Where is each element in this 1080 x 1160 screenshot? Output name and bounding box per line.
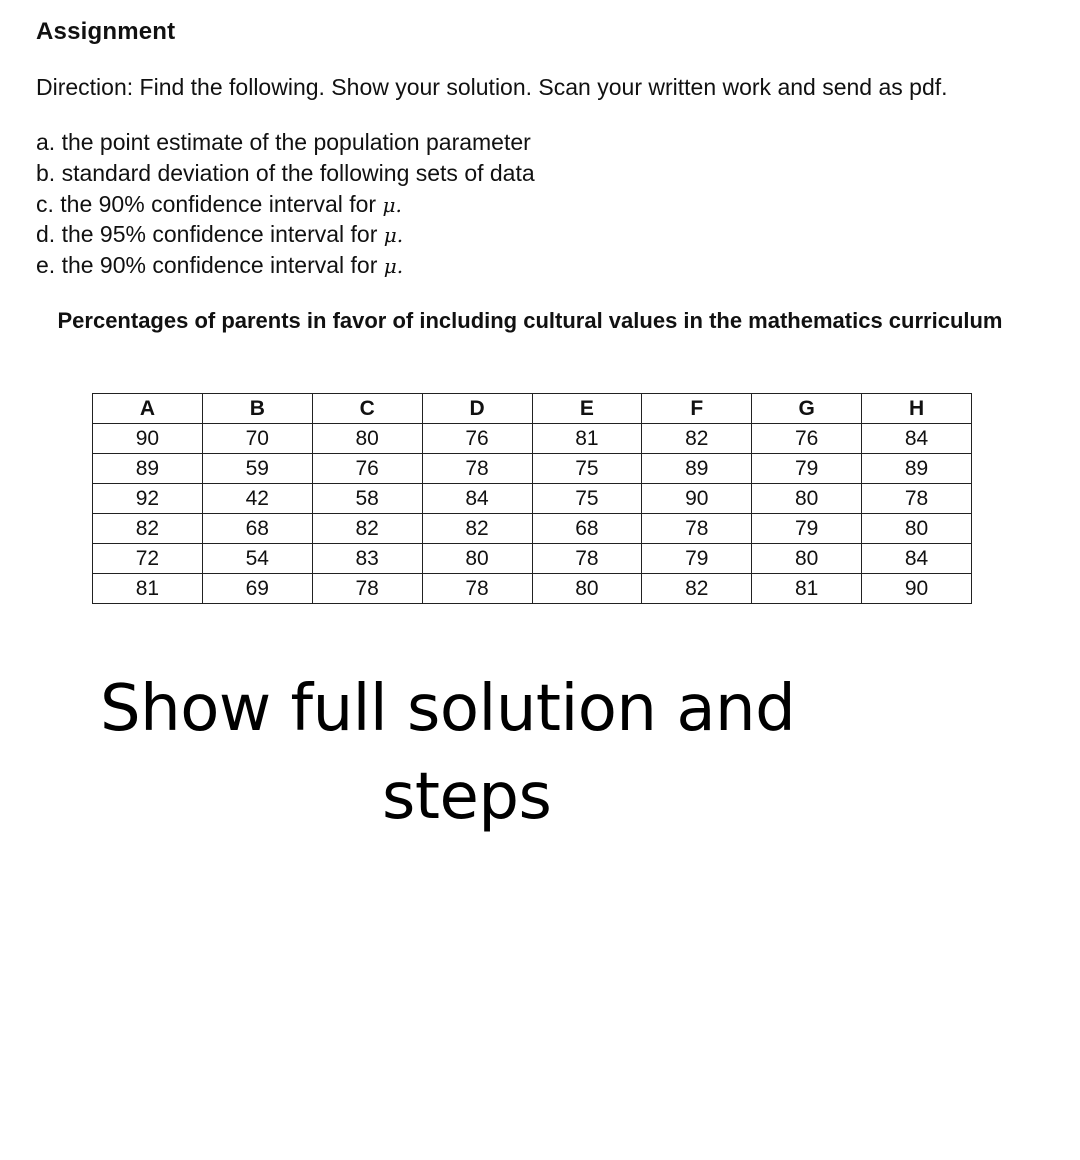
note-line-1: Show full solution and: [100, 672, 796, 746]
table-cell: 82: [642, 424, 752, 454]
table-cell: 81: [532, 424, 642, 454]
header-row: [93, 394, 972, 424]
column-header: G: [752, 394, 862, 424]
task-item: [36, 190, 535, 221]
table-cell: 89: [642, 454, 752, 484]
column-header: A: [93, 394, 203, 424]
table-cell: 83: [312, 544, 422, 574]
table-cell: 84: [862, 424, 972, 454]
table-cell: 75: [532, 484, 642, 514]
column-header: B: [202, 394, 312, 424]
table-cell: 68: [532, 514, 642, 544]
table-row: [93, 574, 972, 604]
task-text: e. the 90% confidence interval for: [36, 252, 384, 279]
table-cell: 90: [862, 574, 972, 604]
task-symbol: μ.: [383, 254, 404, 279]
table-cell: 89: [93, 454, 203, 484]
table-row: [93, 514, 972, 544]
table-cell: 80: [422, 544, 532, 574]
task-item: [36, 128, 535, 159]
column-header: F: [642, 394, 752, 424]
table-cell: 70: [202, 424, 312, 454]
column-header: C: [312, 394, 422, 424]
column-header: H: [862, 394, 972, 424]
task-symbol: μ.: [382, 192, 402, 217]
table-cell: 78: [312, 574, 422, 604]
table-cell: 75: [532, 454, 642, 484]
table-cell: 76: [752, 424, 862, 454]
task-item: [36, 251, 535, 282]
table-cell: 59: [202, 454, 312, 484]
table-cell: 72: [93, 544, 203, 574]
table-cell: 80: [752, 484, 862, 514]
table-cell: 79: [642, 544, 752, 574]
table-cell: 80: [752, 544, 862, 574]
table-cell: 76: [422, 424, 532, 454]
table-cell: 81: [93, 574, 203, 604]
table-cell: 78: [642, 514, 752, 544]
table-cell: 42: [202, 484, 312, 514]
task-item: [36, 159, 535, 190]
table-cell: 76: [312, 454, 422, 484]
column-header: D: [422, 394, 532, 424]
task-text: d. the 95% confidence interval for: [36, 221, 384, 248]
table-cell: 84: [422, 484, 532, 514]
table-header: [93, 394, 972, 424]
table-cell: 81: [752, 574, 862, 604]
table-cell: 80: [312, 424, 422, 454]
direction-text: Direction: Find the following. Show your solution. Scan your written work and send as pdf.: [36, 74, 948, 100]
table-cell: 92: [93, 484, 203, 514]
table-row: [93, 454, 972, 484]
table-cell: 82: [93, 514, 203, 544]
table-cell: 89: [862, 454, 972, 484]
table-body: [93, 424, 972, 604]
table-row: [93, 544, 972, 574]
table-cell: 78: [422, 574, 532, 604]
table-cell: 90: [93, 424, 203, 454]
table-cell: 82: [422, 514, 532, 544]
handwritten-note: [100, 665, 860, 841]
table-cell: 80: [532, 574, 642, 604]
task-text: c. the 90% confidence interval for: [36, 190, 383, 217]
table-cell: 69: [202, 574, 312, 604]
table-cell: 78: [422, 454, 532, 484]
table-row: [93, 424, 972, 454]
table-cell: 82: [642, 574, 752, 604]
table-cell: 78: [862, 484, 972, 514]
table-cell: 58: [312, 484, 422, 514]
assignment-heading: Assignment: [36, 18, 176, 45]
task-text: a. the point estimate of the population parameter: [36, 129, 531, 155]
table-cell: 84: [862, 544, 972, 574]
task-item: [36, 220, 535, 251]
note-line-2: steps: [382, 760, 552, 834]
table-cell: 68: [202, 514, 312, 544]
table-title: Percentages of parents in favor of including cultural values in the mathematics curriculum: [57, 308, 1003, 333]
task-symbol: μ.: [383, 223, 404, 248]
table-cell: 82: [312, 514, 422, 544]
table-row: [93, 484, 972, 514]
task-text: b. standard deviation of the following sets of data: [36, 159, 535, 186]
table-cell: 78: [532, 544, 642, 574]
table-cell: 54: [202, 544, 312, 574]
table-cell: 80: [862, 514, 972, 544]
data-table: [92, 393, 972, 604]
task-list: [36, 128, 535, 282]
table-cell: 90: [642, 484, 752, 514]
column-header: E: [532, 394, 642, 424]
table-cell: 79: [752, 454, 862, 484]
table-cell: 79: [752, 514, 862, 544]
